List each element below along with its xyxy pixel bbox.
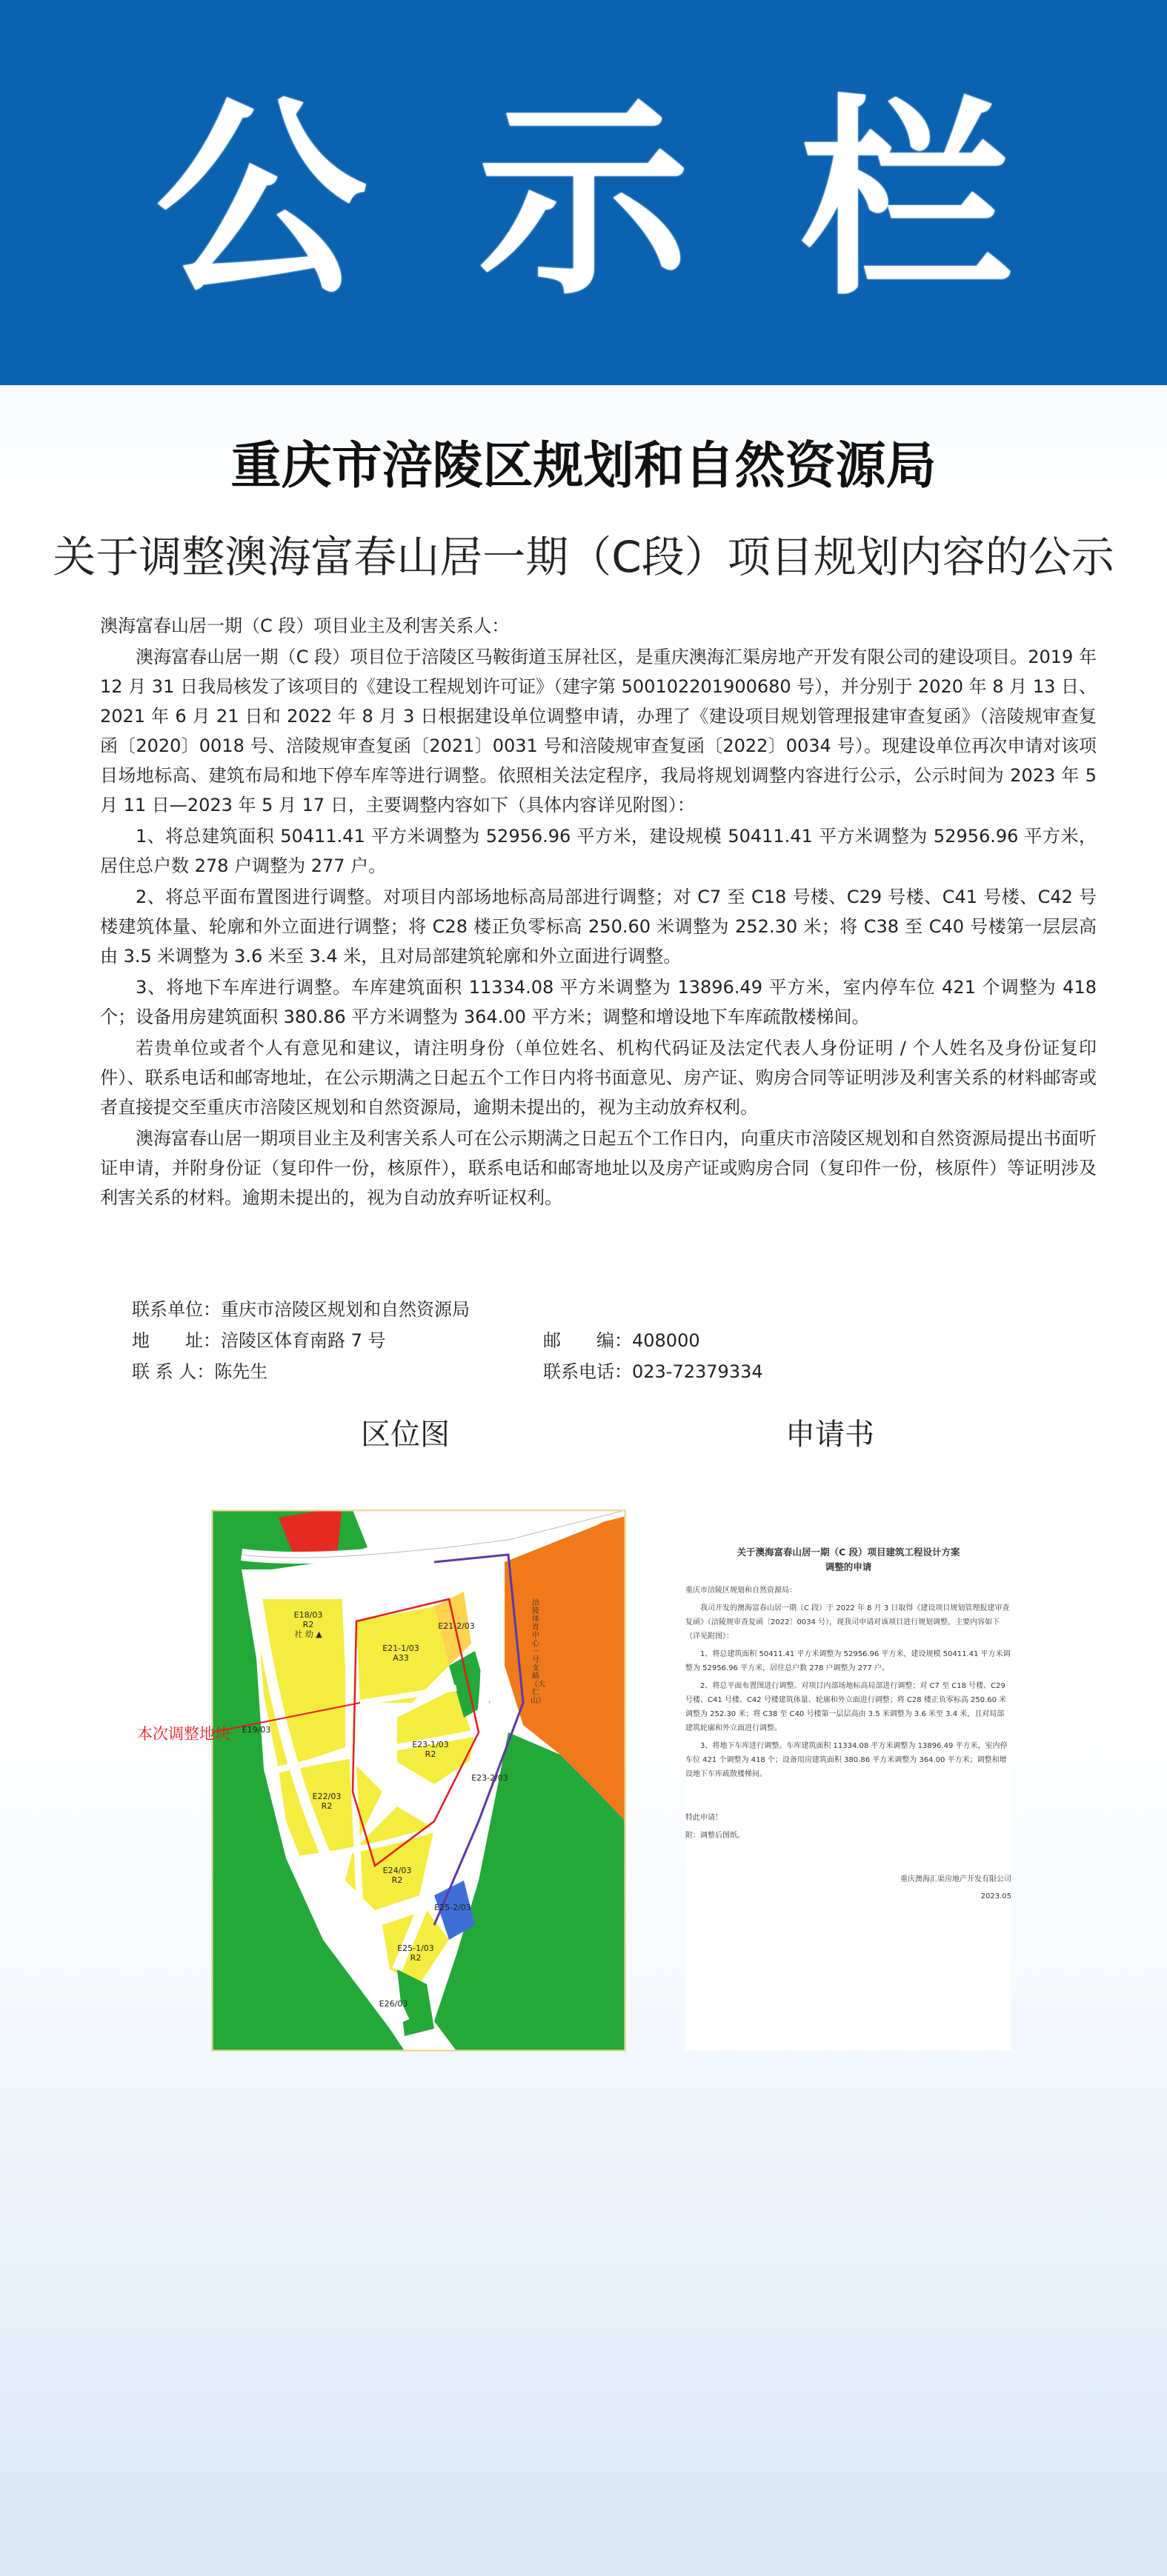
- contact-phone: [543, 1356, 763, 1387]
- application-attachment: 附：调整后图纸。: [685, 1832, 745, 1840]
- application-date: 2023.05: [980, 1892, 1011, 1901]
- contact-person: [132, 1356, 267, 1387]
- map-callout-label: 本次调整地块: [137, 1725, 230, 1743]
- application-paragraph: 1、将总建筑面积 50411.41 平方米调整为 52956.96 平方米，建设规模 50411.41 平方米调整为 52956.96 平方米，居住总户数 278 户调整为 277 户。: [685, 1650, 1011, 1672]
- parcel-label: E18/03 R2 社 幼 ▲: [293, 1610, 323, 1639]
- salutation: 澳海富春山居一期（C 段）项目业主及利害关系人：: [100, 615, 510, 636]
- notice-title: 关于调整澳海富春山居一期（C段）项目规划内容的公示: [53, 532, 1114, 582]
- contact-row: [132, 1325, 873, 1356]
- parcel-label: E21-1/03 A33: [382, 1644, 419, 1663]
- parcel-label: E24/03 R2: [382, 1866, 412, 1885]
- contact-info: [132, 1294, 873, 1387]
- contact-postcode-value: 408000: [632, 1330, 700, 1351]
- paragraph: 2、将总平面布置图进行调整。对项目内部场地标高局部进行调整；对 C7 至 C18 号楼、C29 号楼、C41 号楼、C42 号楼建筑体量、轮廓和外立面进行调整；将 C28 楼正负零标高 250.60 米调整为 252.30 米；将 C38 至 C40 号楼第一层层高由 3.5 米调整为 3.6 米至 3.4 米，且对局部建筑轮廓和外立面进行调整。: [100, 887, 1097, 967]
- application-signature: 重庆澳海汇渠房地产开发有限公司: [900, 1875, 1011, 1883]
- contact-phone-label: 联系电话：: [543, 1361, 632, 1382]
- contact-postcode: [543, 1325, 700, 1356]
- map-section-title: 区位图: [361, 1418, 450, 1452]
- contact-person-value: 陈先生: [214, 1361, 268, 1382]
- contact-unit-label: 联系单位：: [132, 1299, 221, 1320]
- application-paragraph: 2、将总平面布置图进行调整。对项目内部场地标高局部进行调整；对 C7 至 C18 号楼、C29 号楼、C41 号楼、C42 号楼建筑体量、轮廓和外立面进行调整；将 C28 楼正负零标高 250.60 米调整为 252.30 米；将 C38 至 C40 号楼第一层层高由 3.5 米调整为 3.6 米至 3.4 米，且对局部建筑轮廓和外立面进行调整。: [685, 1682, 1007, 1732]
- parcel-label: E26/03: [379, 1999, 408, 2009]
- application-paragraph: 我司开发的澳海富春山居一期（C 段）于 2022 年 8 月 3 日取得《建设项目规划管理报建审查复函》（涪陵规审查复函〔2022〕0034 号），现我司申请对该项目进行规划调整，主要内容如下（详见附图）：: [685, 1604, 1010, 1641]
- parcel-label: E21-2/03: [438, 1621, 475, 1631]
- application-paragraph: 3、将地下车库进行调整。车库建筑面积 11334.08 平方米调整为 13896.49 平方米，室内停车位 421 个调整为 418 个；设备用房建筑面积 380.86 平方米调整为 364.00 平方米；调整和增设地下车库疏散楼梯间。: [685, 1742, 1008, 1778]
- contact-address-label: 地 址：: [132, 1330, 221, 1351]
- contact-address: [132, 1325, 386, 1356]
- application-subtitle: 调整的申请: [825, 1561, 872, 1572]
- paragraph: 澳海富春山居一期（C 段）项目位于涪陵区马鞍街道玉屏社区，是重庆澳海汇渠房地产开发有限公司的建设项目。2019 年 12 月 31 日我局核发了该项目的《建设工程规划许可证》（建字第 500102201900680 号），并分别于 2020 年 8 月 13 日、2021 年 6 月 21 日和 2022 年 8 月 3 日根据建设单位调整申请，办理了《建设项目规划管理报建审查复函》（涪陵规审查复函〔2020〕0018 号、涪陵规审查复函〔2021〕0031 号和涪陵规审查复函〔2022〕0034 号）。现建设单位再次申请对该项目场地标高、建筑布局和地下停车库等进行调整。依照相关法定程序，我局将规划调整内容进行公示，公示时间为 2023 年 5 月 11 日—2023 年 5 月 17 日，主要调整内容如下（具体内容详见附图）：: [100, 647, 1097, 815]
- organization-name: 重庆市涪陵区规划和自然资源局: [230, 437, 937, 495]
- contact-phone-value: 023-72379334: [632, 1361, 763, 1382]
- location-map: [211, 1509, 626, 2052]
- application-letter: [685, 1532, 1011, 2050]
- contact-unit-value: 重庆市涪陵区规划和自然资源局: [221, 1299, 470, 1320]
- banner-title: 公示栏: [156, 76, 1123, 324]
- parcel-label: E25-2/03: [434, 1903, 471, 1912]
- contact-address-value: 涪陵区体育南路 7 号: [221, 1330, 386, 1351]
- contact-row: [132, 1356, 873, 1387]
- parcel-label: E22/03 R2: [312, 1792, 342, 1811]
- road-label: 涪陵体育中心一号支路（大仁山）: [531, 1599, 545, 1705]
- map-graphic: [212, 1510, 625, 2051]
- header-banner: [0, 0, 1167, 385]
- parcel-label: E19/03: [242, 1725, 271, 1735]
- paragraph: 澳海富春山居一期项目业主及利害关系人可在公示期满之日起五个工作日内，向重庆市涪陵区规划和自然资源局提出书面听证申请，并附身份证（复印件一份，核原件），联系电话和邮寄地址以及房产证或购房合同（复印件一份，核原件）等证明涉及利害关系的材料。逾期未提出的，视为自动放弃听证权利。: [100, 1128, 1097, 1208]
- contact-row: [132, 1294, 873, 1325]
- parcel-label: E23-1/03 R2: [412, 1740, 449, 1759]
- paragraph: 1、将总建筑面积 50411.41 平方米调整为 52956.96 平方米，建设规模 50411.41 平方米调整为 52956.96 平方米，居住总户数 278 户调整为 277 户。: [100, 826, 1097, 876]
- notice-body: [100, 611, 1097, 1214]
- parcel-label: E25-1/03 R2: [397, 1943, 434, 1963]
- application-closing: 特此申请！: [685, 1814, 722, 1822]
- paragraph: 若贵单位或者个人有意见和建议，请注明身份（单位姓名、机构代码证及法定代表人身份证明 / 个人姓名及身份证复印件）、联系电话和邮寄地址，在公示期满之日起五个工作日内将书面意见、房产证、购房合同等证明涉及利害关系的材料邮寄或者直接提交至重庆市涪陵区规划和自然资源局，逾期未提出的，视为主动放弃权利。: [100, 1038, 1097, 1118]
- application-recipient: 重庆市涪陵区规划和自然资源局：: [685, 1586, 797, 1595]
- contact-postcode-label: 邮 编：: [543, 1330, 632, 1351]
- contact-unit: [132, 1294, 470, 1325]
- parcel-label: E23-2/03: [471, 1773, 508, 1783]
- application-section-title: 申请书: [785, 1418, 874, 1452]
- contact-person-label: 联 系 人：: [132, 1361, 215, 1382]
- application-title: 关于澳海富春山居一期（C 段）项目建筑工程设计方案: [737, 1546, 960, 1558]
- paragraph: 3、将地下车库进行调整。车库建筑面积 11334.08 平方米调整为 13896.49 平方米，室内停车位 421 个调整为 418 个；设备用房建筑面积 380.86 平方米调整为 364.00 平方米；调整和增设地下车库疏散楼梯间。: [100, 977, 1097, 1027]
